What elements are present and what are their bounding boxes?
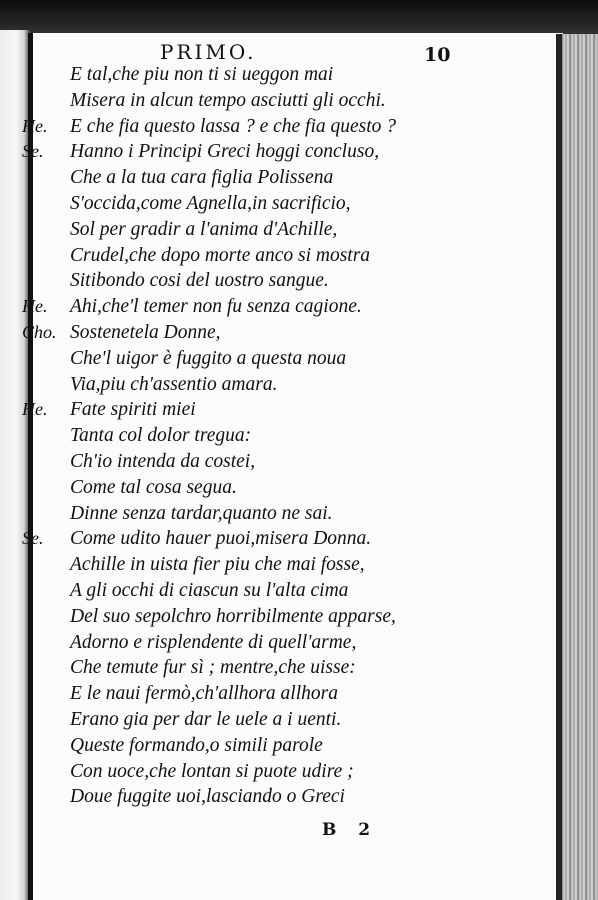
page-number: 10: [424, 44, 451, 66]
verse-line: [0, 243, 530, 269]
verse-text: Con uoce,che lontan si puote udire ;: [70, 760, 354, 782]
verse-text: Ahi,che'l temer non fu senza cagione.: [70, 296, 362, 318]
verse-line: [0, 397, 530, 423]
signature-mark: B 2: [322, 820, 379, 840]
speaker-label: Se.: [22, 528, 44, 549]
verse-line: [0, 62, 530, 88]
speaker-label: He.: [22, 296, 48, 317]
verse-text: Achille in uista fier piu che mai fosse,: [70, 554, 365, 576]
verse-line: [0, 552, 530, 578]
verse-line: [0, 294, 530, 320]
verse-line: [0, 475, 530, 501]
verse-line: [0, 346, 530, 372]
verse-text: Sostenetela Donne,: [70, 321, 221, 343]
verse-line: [0, 449, 530, 475]
speaker-label: He.: [22, 115, 48, 136]
speaker-label: He.: [22, 399, 48, 420]
verse-text: Ch'io intenda da costei,: [70, 450, 256, 472]
verse-line: [0, 217, 530, 243]
verse-line: [0, 114, 530, 140]
verse-text: E tal,che piu non ti si ueggon mai: [70, 64, 334, 85]
verse-line: [0, 526, 530, 552]
verse-text: Dinne senza tardar,quanto ne sai.: [70, 502, 333, 524]
verse-line: [0, 268, 530, 294]
verse-text: Tanta col dolor tregua:: [70, 425, 252, 447]
running-head: PRIMO.: [160, 40, 257, 64]
verse-text: E le naui fermò,ch'allhora allhora: [70, 683, 338, 705]
verse-text: Crudel,che dopo morte anco si mostra: [70, 244, 371, 266]
verse-text: S'occida,come Agnella,in sacrificio,: [70, 192, 351, 214]
verse-line: [0, 578, 530, 604]
verse-text: A gli occhi di ciascun su l'alta cima: [70, 579, 349, 601]
verse-line: [0, 604, 530, 630]
verse-text: Come udito hauer puoi,misera Donna.: [70, 528, 372, 550]
verse-text: E che fia questo lassa ? e che fia questo ?: [70, 115, 397, 137]
speaker-label: Se.: [22, 141, 44, 162]
verse-text: Misera in alcun tempo asciutti gli occhi.: [70, 89, 386, 111]
verse-text: Fate spiriti miei: [70, 399, 196, 421]
speaker-label: Cho.: [22, 321, 57, 342]
verse-text: Che temute fur sì ; mentre,che uisse:: [70, 657, 356, 679]
verse-line: [0, 681, 530, 707]
verse-text: Doue fuggite uoi,lasciando o Greci: [70, 786, 345, 808]
verse-line: [0, 759, 530, 785]
verse-line: [0, 423, 530, 449]
verse-line: [0, 191, 530, 217]
verse-line: [0, 372, 530, 398]
verse-text: Come tal cosa segua.: [70, 476, 237, 498]
verse-line: [0, 707, 530, 733]
verse-text: Che a la tua cara figlia Polissena: [70, 167, 334, 189]
verse-text: Queste formando,o simili parole: [70, 734, 323, 756]
verse-line: [0, 630, 530, 656]
verse-line: [0, 784, 530, 810]
verse-line: [0, 165, 530, 191]
verse-list: [0, 62, 530, 810]
verse-text: Via,piu ch'assentio amara.: [70, 373, 278, 395]
verse-line: [0, 655, 530, 681]
verse-line: [0, 320, 530, 346]
verse-line: [0, 501, 530, 527]
verse-line: [0, 139, 530, 165]
verse-text: Sol per gradir a l'anima d'Achille,: [70, 218, 338, 240]
verse-text: Sitibondo cosi del uostro sangue.: [70, 270, 329, 292]
verse-text: Che'l uigor è fuggito a questa noua: [70, 347, 347, 369]
page-block-edge: [556, 34, 598, 900]
verse-text: Hanno i Principi Greci hoggi concluso,: [70, 141, 380, 163]
verse-line: [0, 88, 530, 114]
verse-text: Del suo sepolchro horribilmente apparse,: [70, 605, 396, 627]
verse-text: Erano gia per dar le uele a i uenti.: [70, 708, 342, 730]
verse-text: Adorno e risplendente di quell'arme,: [70, 631, 357, 653]
verse-line: [0, 733, 530, 759]
